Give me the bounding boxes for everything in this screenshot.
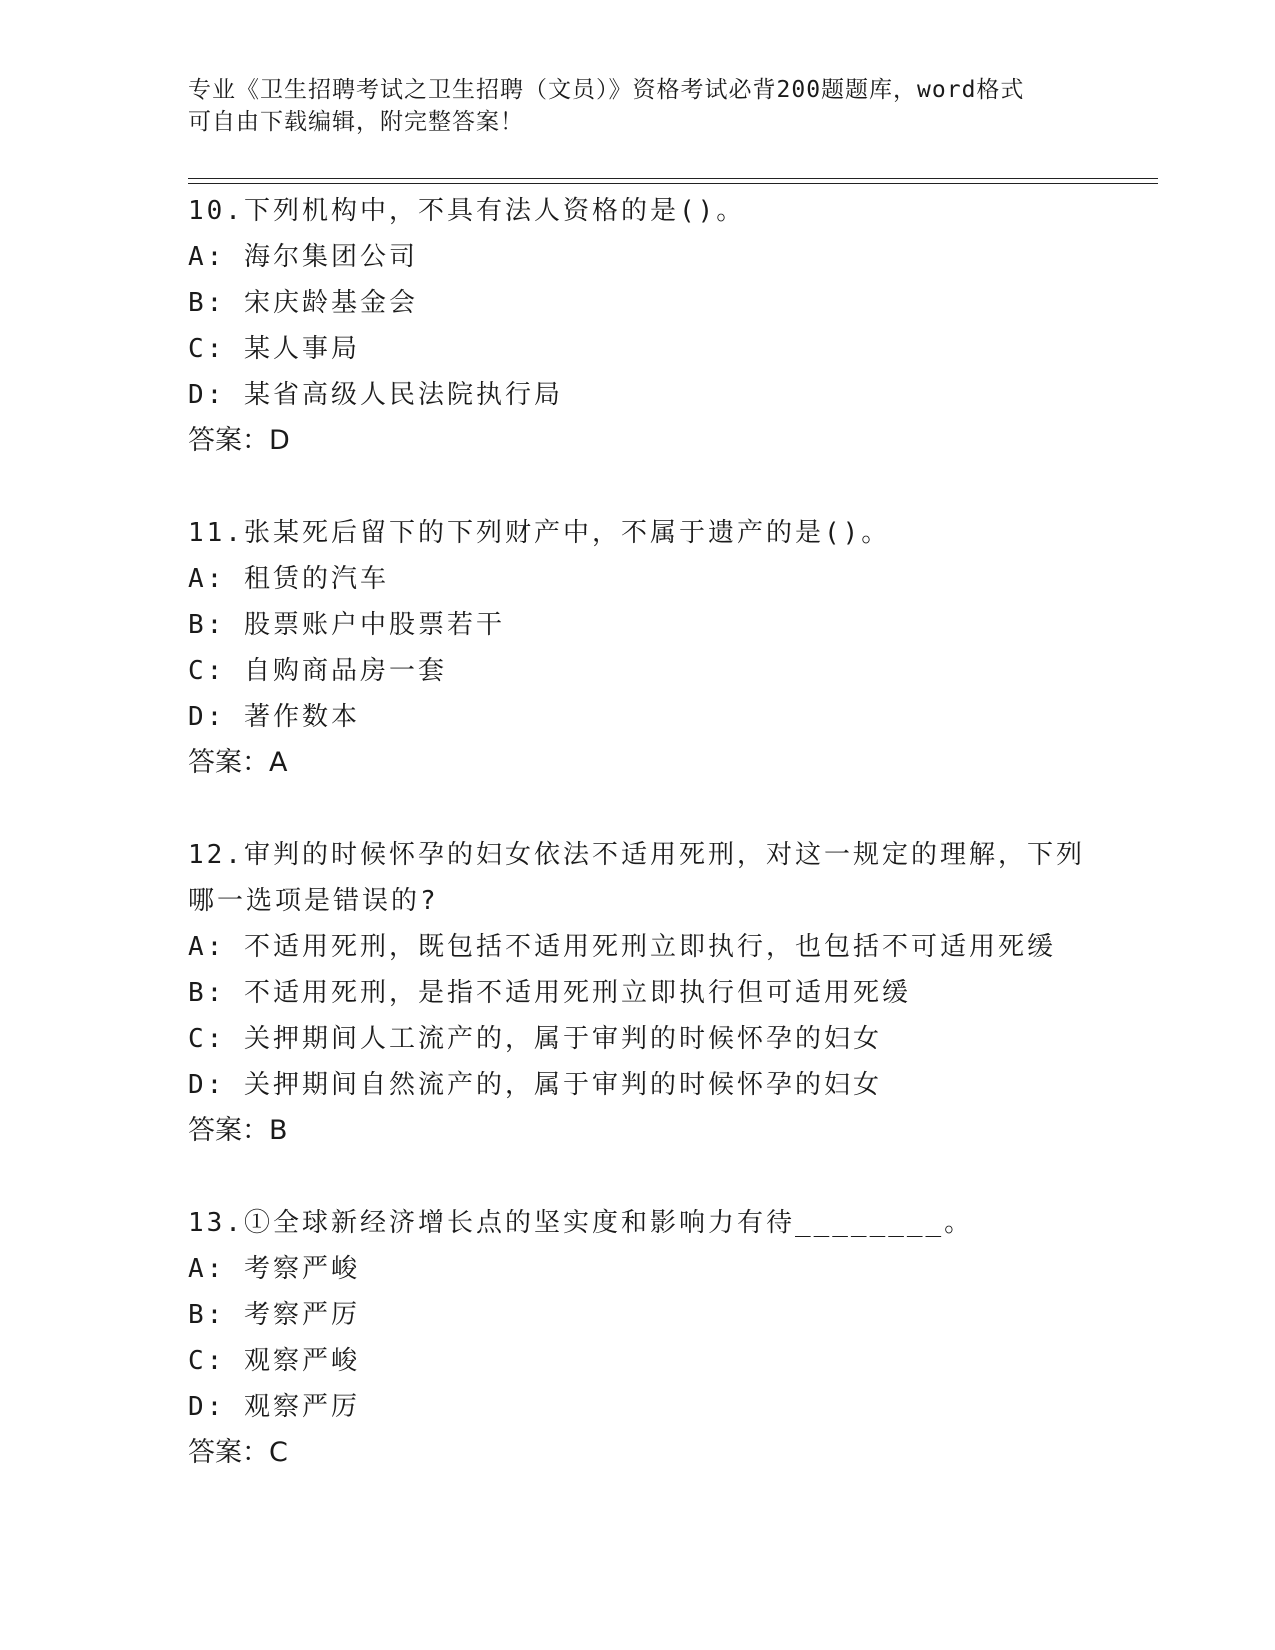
question-12: [188, 832, 1088, 1154]
question-11: [188, 510, 1088, 786]
header-title-line-1: 专业《卫生招聘考试之卫生招聘（文员）》资格考试必背200题题库，word格式: [188, 77, 1025, 103]
question-13: [188, 1200, 1088, 1476]
option-a: A: 租赁的汽车: [188, 564, 389, 594]
option-d: D: 关押期间自然流产的，属于审判的时候怀孕的妇女: [188, 1070, 882, 1100]
header-divider-bottom: [188, 183, 1158, 184]
option-a: A: 考察严峻: [188, 1254, 360, 1284]
option-d: D: 某省高级人民法院执行局: [188, 380, 563, 410]
option-c: C: 某人事局: [188, 334, 360, 364]
option-b: B: 宋庆龄基金会: [188, 288, 418, 318]
question-list: [188, 188, 1088, 1522]
document-header: [188, 74, 1088, 138]
question-stem-continued: 哪一选项是错误的?: [188, 886, 439, 916]
option-c: C: 自购商品房一套: [188, 656, 447, 686]
question-stem: 12.审判的时候怀孕的妇女依法不适用死刑，对这一规定的理解，下列: [188, 840, 1085, 870]
answer-line: 答案：C: [188, 1437, 288, 1468]
answer-line: 答案：A: [188, 747, 288, 778]
option-a: A: 海尔集团公司: [188, 242, 418, 272]
option-d: D: 观察严厉: [188, 1392, 360, 1422]
option-d: D: 著作数本: [188, 702, 360, 732]
option-a: A: 不适用死刑，既包括不适用死刑立即执行，也包括不可适用死缓: [188, 932, 1056, 962]
header-title-line-2: 可自由下载编辑，附完整答案！: [188, 109, 524, 135]
question-stem: 13.①全球新经济增长点的坚实度和影响力有待________。: [188, 1208, 974, 1238]
option-c: C: 观察严峻: [188, 1346, 360, 1376]
question-stem: 11.张某死后留下的下列财产中，不属于遗产的是()。: [188, 518, 891, 548]
header-divider-top: [188, 178, 1158, 179]
option-b: B: 股票账户中股票若干: [188, 610, 505, 640]
question-stem: 10.下列机构中，不具有法人资格的是()。: [188, 196, 746, 226]
option-b: B: 不适用死刑，是指不适用死刑立即执行但可适用死缓: [188, 978, 911, 1008]
answer-line: 答案：B: [188, 1115, 288, 1146]
answer-line: 答案：D: [188, 425, 290, 456]
option-b: B: 考察严厉: [188, 1300, 360, 1330]
question-10: [188, 188, 1088, 464]
option-c: C: 关押期间人工流产的，属于审判的时候怀孕的妇女: [188, 1024, 882, 1054]
